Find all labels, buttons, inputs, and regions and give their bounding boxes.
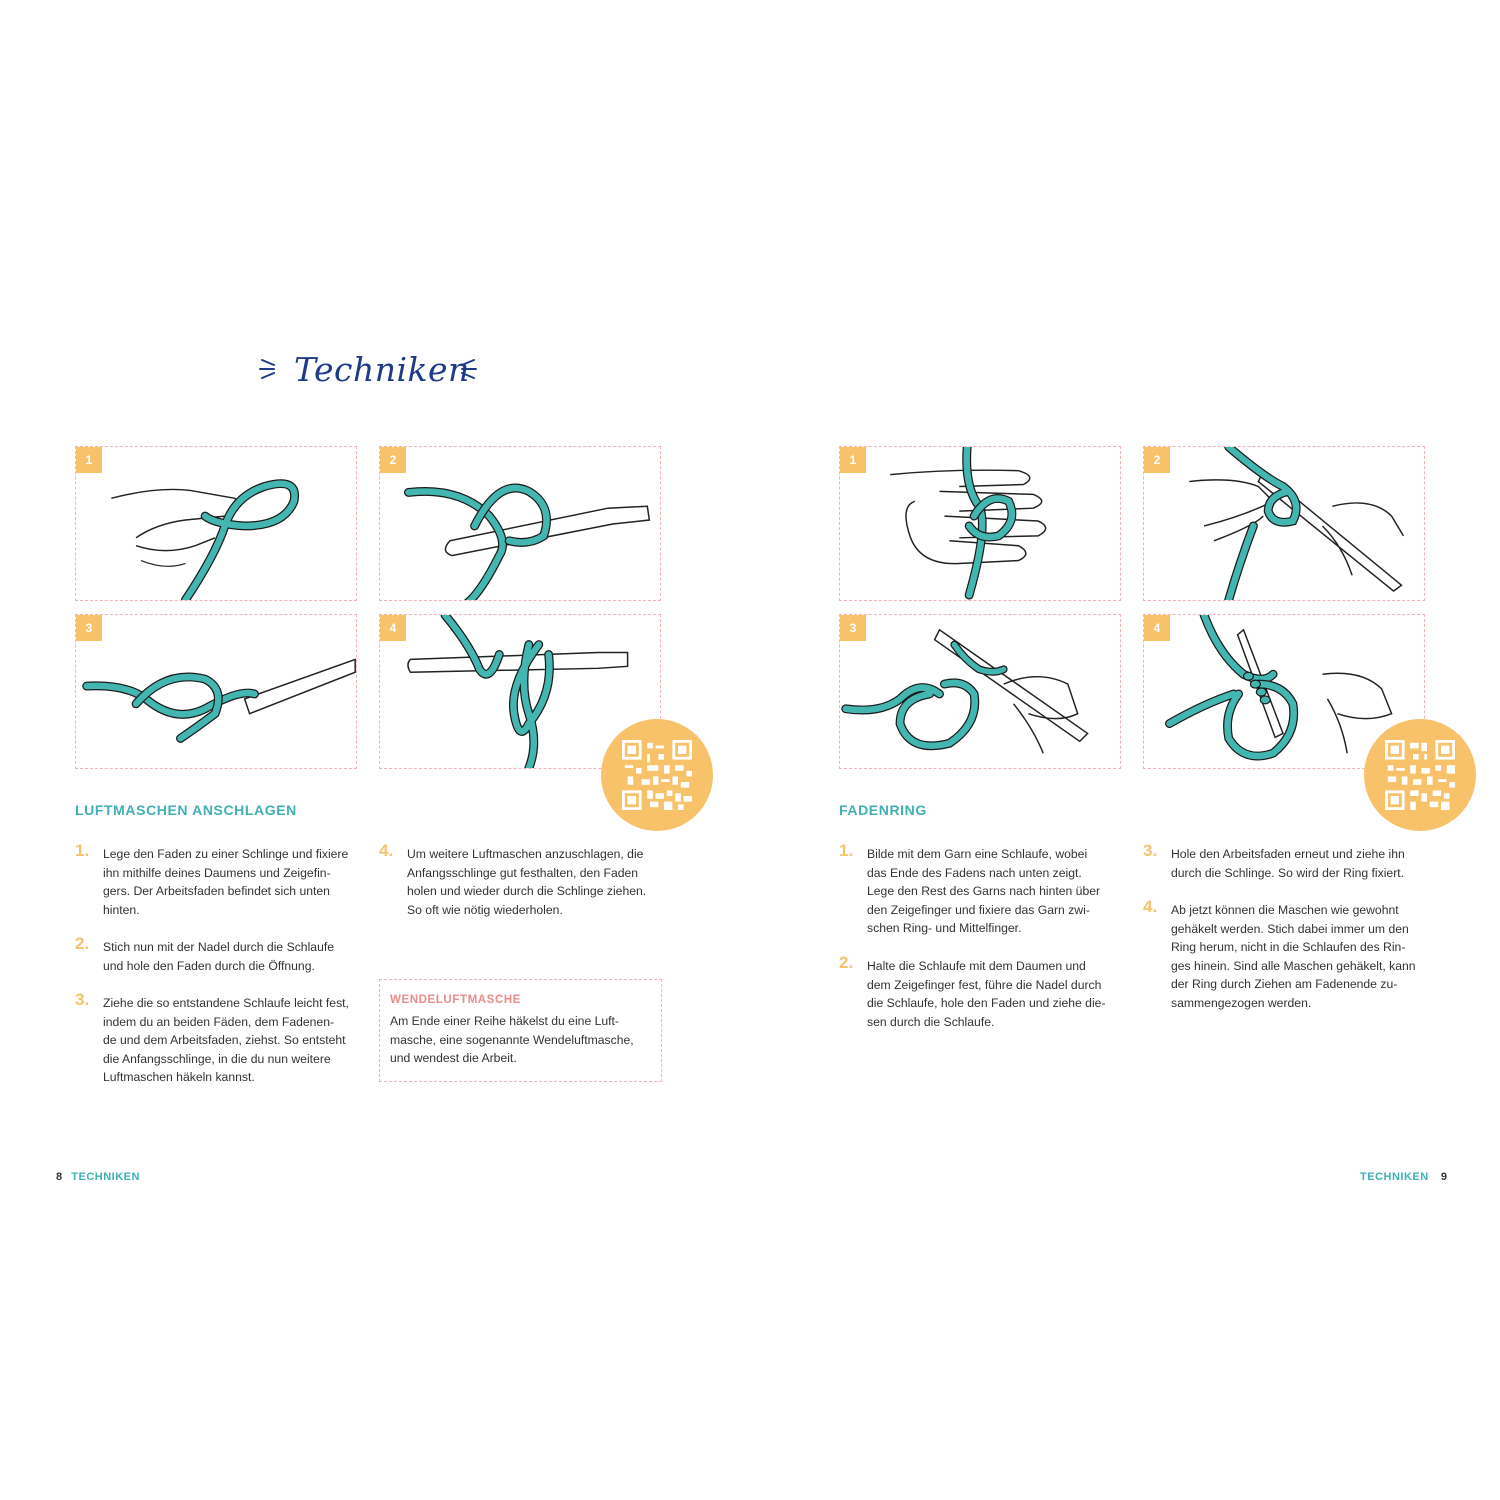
step-text: Ab jetzt können die Maschen wie gewohnt gehäkelt werden. Stich dabei immer um den Ring herum, nicht in die Schlaufen des Rin- ges hinein. Sind alle Maschen gehäkelt, kann der Ring durch Ziehen am Fadenende zu- sammengezogen werden. (1171, 903, 1416, 1010)
step-text: Hole den Arbeitsfaden erneut und ziehe ihn durch die Schlinge. So wird der Ring fixiert. (1171, 847, 1405, 880)
crochet-hook-illustration (1144, 447, 1424, 600)
panel-number: 3 (76, 615, 102, 641)
panel-number: 4 (380, 615, 406, 641)
step-number: 4. (1143, 897, 1158, 916)
section-heading-luftmaschen: LUFTMASCHEN ANSCHLAGEN (75, 802, 297, 818)
yarn-hand-illustration (76, 447, 356, 600)
right-panel-2 (1143, 446, 1425, 601)
step-number: 2. (75, 934, 90, 953)
crochet-hook-illustration (840, 615, 1120, 768)
panel-number: 2 (380, 447, 406, 473)
left-panel-2 (379, 446, 661, 601)
panel-number: 3 (840, 615, 866, 641)
note-heading: WENDELUFTMASCHE (390, 994, 522, 1006)
step-number: 3. (1143, 841, 1158, 860)
step-number: 2. (839, 953, 854, 972)
panel-number: 4 (1144, 615, 1170, 641)
step-text: Um weitere Luftmaschen anzuschlagen, die Anfangsschlinge gut festhalten, den Faden holen und wieder durch die Schlinge ziehen. So oft wie nötig wiederholen. (407, 847, 647, 917)
step-4 (1143, 897, 1433, 1021)
page-number: 8 (56, 1171, 63, 1183)
section-heading-fadenring: FADENRING (839, 802, 927, 818)
note-text: Am Ende einer Reihe häkelst du eine Luft- masche, eine sogenannte Wendeluftmasche, und wendest die Arbeit. (390, 1014, 634, 1066)
step-number: 1. (839, 841, 854, 860)
footer-label: TECHNIKEN (1360, 1171, 1429, 1183)
step-number: 4. (379, 841, 394, 860)
step-1 (75, 841, 365, 925)
step-number: 3. (75, 990, 90, 1009)
title-decoration-right (454, 356, 478, 382)
right-panel-1 (839, 446, 1121, 601)
step-2 (839, 953, 1129, 1037)
qr-code-icon (622, 740, 692, 810)
step-1 (839, 841, 1129, 945)
footer-right (1360, 1171, 1447, 1183)
crochet-hook-illustration (380, 447, 660, 600)
step-text: Stich nun mit der Nadel durch die Schlaufe und hole den Faden durch die Öffnung. (103, 940, 335, 973)
qr-code-badge-right[interactable] (1364, 719, 1476, 831)
step-text: Lege den Faden zu einer Schlinge und fixiere ihn mithilfe deines Daumens und Zeigefin- gers. Der Arbeitsfaden befindet sich unten hinten. (103, 847, 349, 917)
left-panel-1 (75, 446, 357, 601)
step-3 (1143, 841, 1433, 885)
yarn-hand-illustration (840, 447, 1120, 600)
page-title: Techniken (294, 350, 470, 389)
panel-number: 1 (840, 447, 866, 473)
panel-number: 1 (76, 447, 102, 473)
panel-number: 2 (1144, 447, 1170, 473)
step-2 (75, 934, 365, 978)
title-decoration-left (258, 356, 282, 382)
step-text: Halte die Schlaufe mit dem Daumen und dem Zeigefinger fest, führe die Nadel durch die Schlaufe, hole den Faden und ziehe die- sen durch die Schlaufe. (867, 959, 1106, 1029)
step-text: Bilde mit dem Garn eine Schlaufe, wobei das Ende des Fadens nach unten zeigt. Lege den Rest des Garns nach hinten über den Zeigefinger und fixiere das Garn zwi- schen Ring- und Mittelfinger. (867, 847, 1101, 936)
footer-left (56, 1171, 140, 1183)
right-panel-3 (839, 614, 1121, 769)
footer-label: TECHNIKEN (71, 1171, 140, 1183)
step-text: Ziehe die so entstandene Schlaufe leicht fest, indem du an beiden Fäden, dem Fadenen- de und dem Arbeitsfaden, ziehst. So entsteht die Anfangsschlinge, in die du nun weitere Luftmaschen häkeln kannst. (103, 996, 349, 1085)
qr-code-icon (1385, 740, 1455, 810)
note-box-wendeluftmasche (379, 979, 662, 1082)
step-3 (75, 990, 365, 1094)
step-4 (379, 841, 669, 925)
crochet-hook-illustration (76, 615, 356, 768)
page-number: 9 (1440, 1171, 1448, 1183)
step-number: 1. (75, 841, 90, 860)
left-panel-3 (75, 614, 357, 769)
qr-code-badge-left[interactable] (601, 719, 713, 831)
